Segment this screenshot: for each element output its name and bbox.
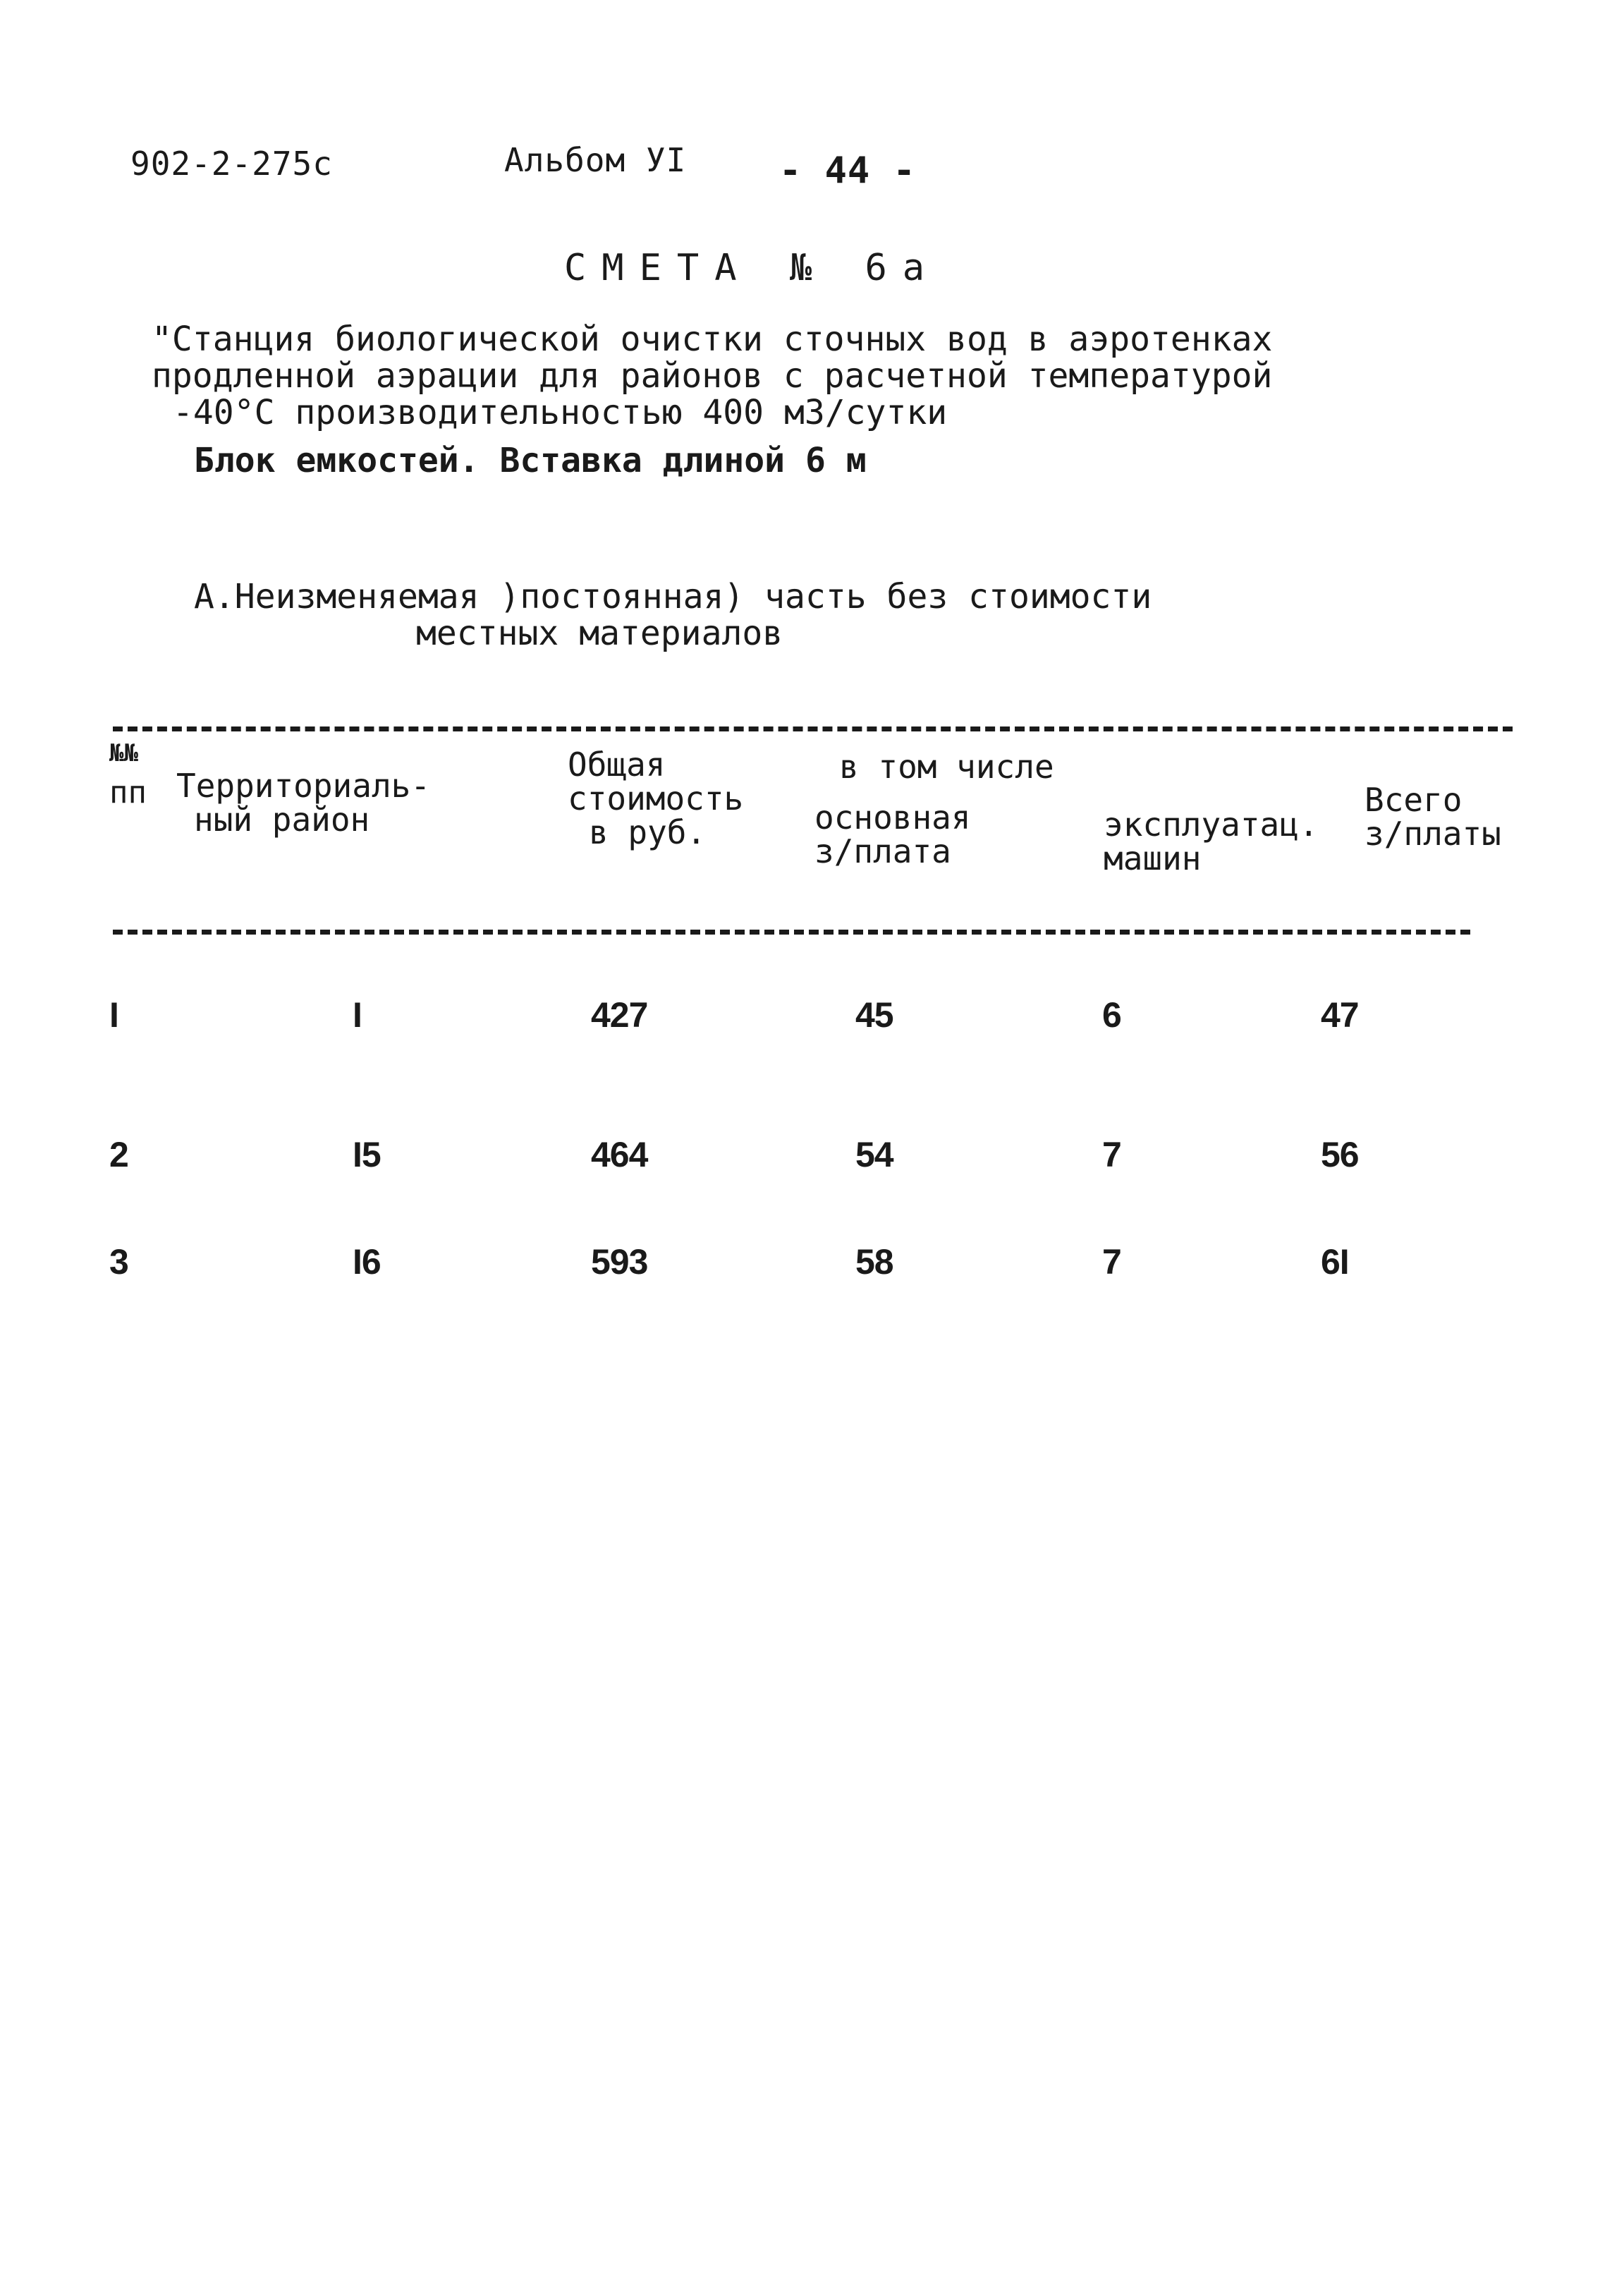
column-header-total-wage-line-1: Всего — [1364, 781, 1463, 819]
block-line: Блок емкостей. Вставка длиной 6 м — [194, 441, 867, 480]
project-description — [152, 321, 1272, 431]
column-header-number-line-1: №№ — [109, 739, 138, 767]
album-label: Альбом УI — [504, 141, 687, 179]
column-header-number-line-2: пп — [109, 774, 147, 810]
table-header-rule — [113, 930, 1470, 935]
column-header-base-wage — [814, 798, 971, 870]
row-1-total-cost: 427 — [591, 995, 648, 1035]
column-header-total-cost — [568, 748, 743, 849]
row-3-total-wage: 6I — [1321, 1242, 1349, 1282]
description-line-2: продленной аэрации для районов с расчетной температурой — [152, 356, 1273, 396]
page-number: - 44 - — [779, 150, 916, 192]
row-2-total-wage: 56 — [1321, 1135, 1359, 1174]
column-header-territory-line-2: ный район — [194, 801, 370, 839]
row-1-territory: I — [353, 995, 362, 1035]
column-header-machine-operation — [1104, 805, 1319, 877]
row-1-machine-operation: 6 — [1102, 995, 1121, 1035]
row-2-number: 2 — [109, 1135, 128, 1174]
column-header-including: в том числе — [839, 748, 1054, 786]
section-heading-line-2: местных материалов — [416, 614, 783, 653]
description-line-1: "Станция биологической очистки сточных вод в аэротенках — [152, 320, 1273, 359]
section-heading-line-1: А.Неизменяемая )постоянная) часть без стоимости — [194, 577, 1152, 616]
row-2-territory: I5 — [353, 1135, 381, 1174]
column-header-number — [109, 734, 147, 813]
column-header-total-cost-line-2: стоимость — [568, 779, 744, 817]
table-top-rule — [113, 726, 1513, 731]
column-header-total-wage — [1364, 783, 1501, 851]
section-heading — [194, 578, 1152, 652]
row-2-base-wage: 54 — [855, 1135, 893, 1174]
column-header-total-cost-line-1: Общая — [568, 746, 666, 784]
row-3-machine-operation: 7 — [1102, 1242, 1121, 1282]
row-2-machine-operation: 7 — [1102, 1135, 1121, 1174]
row-1-number: I — [109, 995, 118, 1035]
row-1-base-wage: 45 — [855, 995, 893, 1035]
row-3-total-cost: 593 — [591, 1242, 648, 1282]
row-3-number: 3 — [109, 1242, 128, 1282]
column-header-base-wage-line-2: з/плата — [814, 832, 951, 870]
column-header-total-cost-line-3: в руб. — [589, 813, 707, 851]
document-code: 902-2-275с — [130, 145, 333, 183]
row-1-total-wage: 47 — [1321, 995, 1359, 1035]
column-header-machine-operation-line-1: эксплуатац. — [1104, 805, 1319, 844]
estimate-title: СМЕТА № 6а — [564, 247, 941, 289]
column-header-territory-line-1: Территориаль- — [176, 767, 431, 805]
row-2-total-cost: 464 — [591, 1135, 648, 1174]
column-header-machine-operation-line-2: машин — [1104, 839, 1202, 877]
column-header-base-wage-line-1: основная — [814, 798, 971, 837]
column-header-territory — [176, 769, 430, 837]
description-line-3: -40°С производительностью 400 м3/сутки — [173, 393, 948, 432]
row-3-base-wage: 58 — [855, 1242, 893, 1282]
column-header-total-wage-line-2: з/платы — [1364, 815, 1501, 853]
row-3-territory: I6 — [353, 1242, 381, 1282]
